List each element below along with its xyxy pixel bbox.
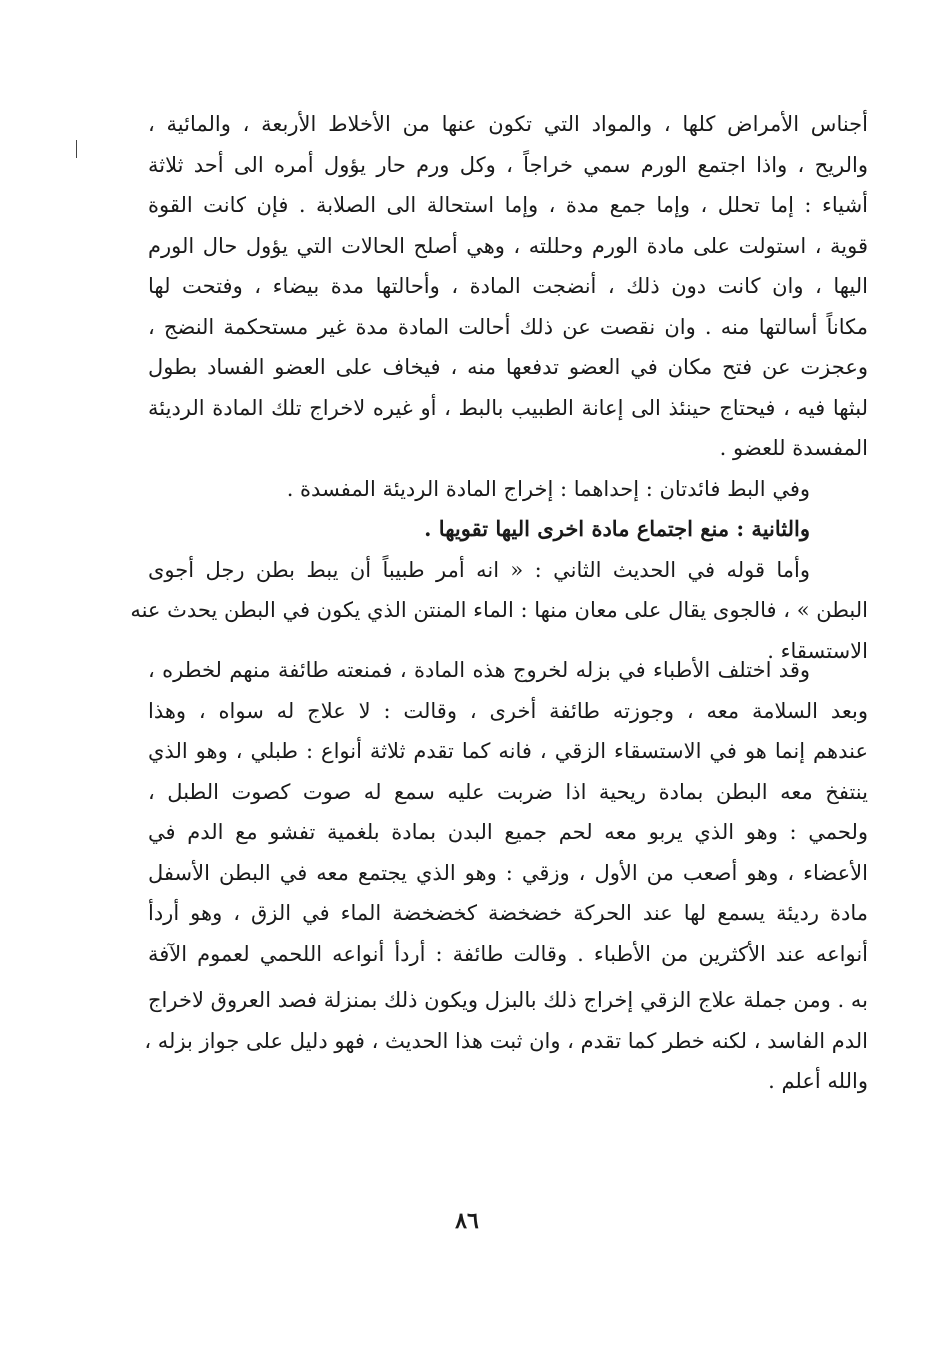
text-line: ينتفخ معه البطن بمادة ريحية اذا ضربت عليه سمع له صوت كصوت الطبل ، xyxy=(148,779,868,804)
paragraph-block-1 xyxy=(130,104,868,671)
text-line: مكاناً أسالتها منه . وان نقصت عن ذلك أحالت المادة مدة غير مستحكمة النضج ، xyxy=(148,314,868,339)
text-line: الدم الفاسد ، لكنه خطر كما تقدم ، وان ثبت هذا الحديث ، فهو دليل على جواز بزله ، xyxy=(144,1028,868,1053)
text-line: المفسدة للعضو . xyxy=(719,436,868,460)
text-line: والثانية : منع اجتماع مادة اخرى اليها تقويها . xyxy=(424,516,810,541)
text-line: أجناس الأمراض كلها ، والمواد التي تكون عنها من الأخلاط الأربعة ، والمائية ، xyxy=(148,112,868,136)
text-line: وأما قوله في الحديث الثاني : « انه أمر طبيباً أن يبط بطن رجل أجوى xyxy=(148,557,810,582)
text-line: الأعضاء ، وهو أصعب من الأول ، وزقي : وهو الذي يجتمع معه في البطن الأسفل xyxy=(148,860,868,885)
page-number: ٨٦ xyxy=(455,1208,479,1234)
text-line: وقد اختلف الأطباء في بزله لخروج هذه المادة ، فمنعته طائفة منهم لخطره ، xyxy=(148,658,810,682)
text-line: مادة رديئة يسمع لها عند الحركة خضخضة كخضخضة الماء في الزق ، وهو أردأ xyxy=(148,901,868,925)
text-line: أنواعه عند الأكثرين من الأطباء . وقالت طائفة : أردأ أنواعه اللحمي لعموم الآفة xyxy=(148,941,868,966)
text-line: والله أعلم . xyxy=(768,1069,868,1093)
text-line: وفي البط فائدتان : إحداهما : إخراج المادة الرديئة المفسدة . xyxy=(286,476,810,501)
margin-mark xyxy=(76,140,77,158)
text-line: البطن » ، فالجوى يقال على معان منها : الماء المنتن الذي يكون في البطن يحدث عنه xyxy=(130,598,868,622)
text-line: والريح ، واذا اجتمع الورم سمي خراجاً ، وكل ورم حار يؤول أمره الى أحد ثلاثة xyxy=(148,152,868,177)
text-line: قوية ، استولت على مادة الورم وحللته ، وهي أصلح الحالات التي يؤول حال الورم xyxy=(148,233,868,258)
text-line: عندهم إنما هو في الاستسقاء الزقي ، فانه كما تقدم ثلاثة أنواع : طبلي ، وهو الذي xyxy=(148,739,868,763)
paragraph-block-3 xyxy=(144,980,868,1102)
text-line: وعجزت عن فتح مكان في العضو تدفعها منه ، فيخاف على العضو الفساد بطول xyxy=(148,355,868,379)
text-line: به . ومن جملة علاج الزقي إخراج ذلك بالبزل ويكون ذلك بمنزلة فصد العروق لاخراج xyxy=(148,988,868,1012)
text-line: ولحمي : وهو الذي يربو معه لحم جميع البدن بمادة بلغمية تفشو مع الدم في xyxy=(148,820,868,844)
paragraph-block-2 xyxy=(148,650,868,974)
text-line: لبثها فيه ، فيحتاج حينئذ الى إعانة الطبيب بالبط ، أو غيره لاخراج تلك المادة الرديئة xyxy=(148,395,868,420)
text-line: اليها ، وان كانت دون ذلك ، أنضجت المادة ، وأحالتها مدة بيضاء ، وفتحت لها xyxy=(148,274,868,298)
text-line: الاستسقاء . xyxy=(767,638,868,663)
text-line: وبعد السلامة معه ، وجوزته طائفة أخرى ، وقالت : لا علاج له سواه ، وهذا xyxy=(148,698,868,723)
text-line: أشياء : إما تحلل ، وإما جمع مدة ، وإما استحالة الى الصلابة . فإن كانت القوة xyxy=(148,193,868,217)
